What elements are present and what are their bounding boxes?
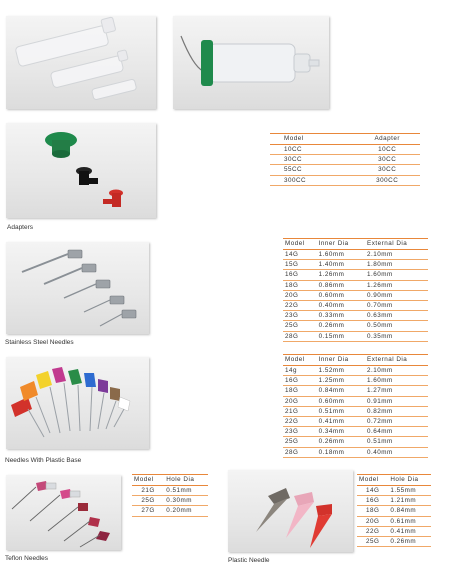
teflon-needles-table (132, 474, 208, 517)
table-row (132, 506, 208, 516)
steel-needles-illustration (6, 242, 149, 334)
cell-model: 18G (283, 280, 317, 290)
cell-adapter: 300CC (354, 175, 420, 185)
table-header-row (283, 239, 428, 250)
cell-model: 28G (283, 447, 317, 457)
cell-model: 25G (357, 536, 388, 546)
table-row (357, 506, 431, 516)
cell-inner: 0.86mm (317, 280, 365, 290)
col-header-model: Model (283, 239, 317, 250)
table-row (270, 145, 420, 155)
cell-model: 21G (283, 406, 317, 416)
cell-inner: 1.40mm (317, 260, 365, 270)
plastic-needle-photo (228, 470, 353, 552)
plastic-base-needles-caption: Needles With Plastic Base (5, 457, 82, 464)
cell-model: 25G (283, 437, 317, 447)
cell-model: 16G (357, 496, 388, 506)
table-row (283, 270, 428, 280)
cell-model: 22G (283, 416, 317, 426)
cell-external: 0.72mm (365, 416, 428, 426)
table-row (283, 366, 428, 376)
cell-inner: 0.33mm (317, 311, 365, 321)
table-row (283, 250, 428, 260)
cell-model: 27G (132, 506, 164, 516)
cell-inner: 0.26mm (317, 321, 365, 331)
cell-hole: 0.61mm (388, 516, 431, 526)
cell-external: 0.70mm (365, 300, 428, 310)
cell-external: 0.35mm (365, 331, 428, 341)
col-header-external-dia: External Dia (365, 355, 428, 366)
cell-adapter: 30CC (354, 155, 420, 165)
table-row (283, 331, 428, 341)
table-header-row (270, 134, 420, 145)
teflon-needles-photo (6, 475, 121, 550)
cell-inner: 0.41mm (317, 416, 365, 426)
plastic-base-rows (283, 366, 428, 458)
table-row (357, 516, 431, 526)
cell-inner: 0.40mm (317, 300, 365, 310)
adapters-caption: Adapters (7, 224, 34, 231)
table-row (283, 290, 428, 300)
plastic-needle-caption: Plastic Needle (228, 557, 270, 564)
cell-external: 0.64mm (365, 427, 428, 437)
table-row (132, 496, 208, 506)
cell-model: 16G (283, 376, 317, 386)
cell-external: 2.10mm (365, 366, 428, 376)
cell-model: 20G (283, 290, 317, 300)
cell-external: 0.40mm (365, 447, 428, 457)
cell-inner: 1.52mm (317, 366, 365, 376)
table-row (283, 396, 428, 406)
table-row (357, 536, 431, 546)
cell-adapter: 30CC (354, 165, 420, 175)
cell-model: 22G (357, 526, 388, 536)
plastic-needle-table (357, 474, 431, 547)
steel-rows (283, 250, 428, 342)
teflon-needles-illustration (6, 475, 121, 550)
cell-model: 14G (357, 486, 388, 496)
cell-inner: 0.26mm (317, 437, 365, 447)
col-header-model: Model (283, 355, 317, 366)
table-row (283, 260, 428, 270)
cell-model: 30CC (270, 155, 354, 165)
table-header-row (283, 355, 428, 366)
syringe-barrels-illustration (6, 16, 156, 109)
cell-inner: 1.26mm (317, 270, 365, 280)
cell-external: 0.91mm (365, 396, 428, 406)
cell-external: 1.26mm (365, 280, 428, 290)
table-header-row (357, 475, 431, 486)
cell-model: 18G (283, 386, 317, 396)
steel-needles-photo (6, 242, 149, 334)
col-header-inner-dia: Inner Dia (317, 239, 365, 250)
teflon-needles-caption: Teflon Needles (5, 555, 48, 562)
adapters-illustration (6, 123, 156, 218)
table-header-row (132, 475, 208, 486)
cell-external: 1.27mm (365, 386, 428, 396)
cell-external: 0.50mm (365, 321, 428, 331)
cell-hole: 0.51mm (164, 486, 208, 496)
cell-hole: 0.26mm (388, 536, 431, 546)
cell-external: 1.60mm (365, 376, 428, 386)
plastic-base-needles-table (283, 354, 428, 458)
adapters-photo (6, 123, 156, 218)
cell-model: 15G (283, 260, 317, 270)
table-row (283, 300, 428, 310)
plastic-base-needles-photo (6, 357, 149, 449)
cell-model: 14g (283, 366, 317, 376)
cell-hole: 1.55mm (388, 486, 431, 496)
cell-model: 20G (283, 396, 317, 406)
table-row (283, 447, 428, 457)
cell-model: 16G (283, 270, 317, 280)
cell-inner: 0.84mm (317, 386, 365, 396)
table-row (283, 376, 428, 386)
cell-model: 23G (283, 427, 317, 437)
cell-model: 14G (283, 250, 317, 260)
cell-hole: 0.84mm (388, 506, 431, 516)
cell-inner: 0.60mm (317, 290, 365, 300)
col-header-hole-dia: Hole Dia (388, 475, 431, 486)
table-row (283, 427, 428, 437)
cell-model: 25G (132, 496, 164, 506)
cell-inner: 1.25mm (317, 376, 365, 386)
steel-needles-table (283, 238, 428, 342)
col-header-hole-dia: Hole Dia (164, 475, 208, 486)
cell-external: 1.80mm (365, 260, 428, 270)
table-row (132, 486, 208, 496)
table-row (270, 175, 420, 185)
table-row (357, 496, 431, 506)
plastic-needle-illustration (228, 470, 353, 552)
cell-model: 18G (357, 506, 388, 516)
cell-hole: 0.20mm (164, 506, 208, 516)
col-header-model: Model (270, 134, 354, 145)
cell-model: 28G (283, 331, 317, 341)
cell-model: 22G (283, 300, 317, 310)
table-row (283, 386, 428, 396)
cell-model: 23G (283, 311, 317, 321)
cell-hole: 0.30mm (164, 496, 208, 506)
cell-external: 0.51mm (365, 437, 428, 447)
cell-inner: 0.34mm (317, 427, 365, 437)
cell-model: 21G (132, 486, 164, 496)
col-header-model: Model (357, 475, 388, 486)
syringe-green-cap-photo (173, 16, 329, 109)
cell-inner: 1.60mm (317, 250, 365, 260)
table-row (283, 280, 428, 290)
cell-model: 300CC (270, 175, 354, 185)
col-header-adapter: Adapter (354, 134, 420, 145)
cell-external: 1.60mm (365, 270, 428, 280)
cell-inner: 0.18mm (317, 447, 365, 457)
cell-inner: 0.15mm (317, 331, 365, 341)
adapters-table (270, 133, 420, 186)
cell-model: 25G (283, 321, 317, 331)
cell-hole: 1.21mm (388, 496, 431, 506)
plastic-base-needles-illustration (6, 357, 149, 449)
table-row (283, 406, 428, 416)
table-row (283, 311, 428, 321)
table-row (283, 321, 428, 331)
syringe-barrels-photo (6, 16, 156, 109)
cell-adapter: 10CC (354, 145, 420, 155)
cell-external: 0.63mm (365, 311, 428, 321)
cell-inner: 0.51mm (317, 406, 365, 416)
table-row (357, 486, 431, 496)
table-row (270, 165, 420, 175)
cell-hole: 0.41mm (388, 526, 431, 536)
table-row (283, 437, 428, 447)
cell-model: 10CC (270, 145, 354, 155)
cell-external: 2.10mm (365, 250, 428, 260)
cell-model: 55CC (270, 165, 354, 175)
cell-external: 0.82mm (365, 406, 428, 416)
green-cap-syringe-illustration (173, 16, 329, 109)
cell-model: 20G (357, 516, 388, 526)
steel-needles-caption: Stainless Steel Needles (5, 339, 74, 346)
table-row (270, 155, 420, 165)
table-row (357, 526, 431, 536)
table-row (283, 416, 428, 426)
col-header-external-dia: External Dia (365, 239, 428, 250)
col-header-model: Model (132, 475, 164, 486)
cell-inner: 0.60mm (317, 396, 365, 406)
cell-external: 0.90mm (365, 290, 428, 300)
col-header-inner-dia: Inner Dia (317, 355, 365, 366)
